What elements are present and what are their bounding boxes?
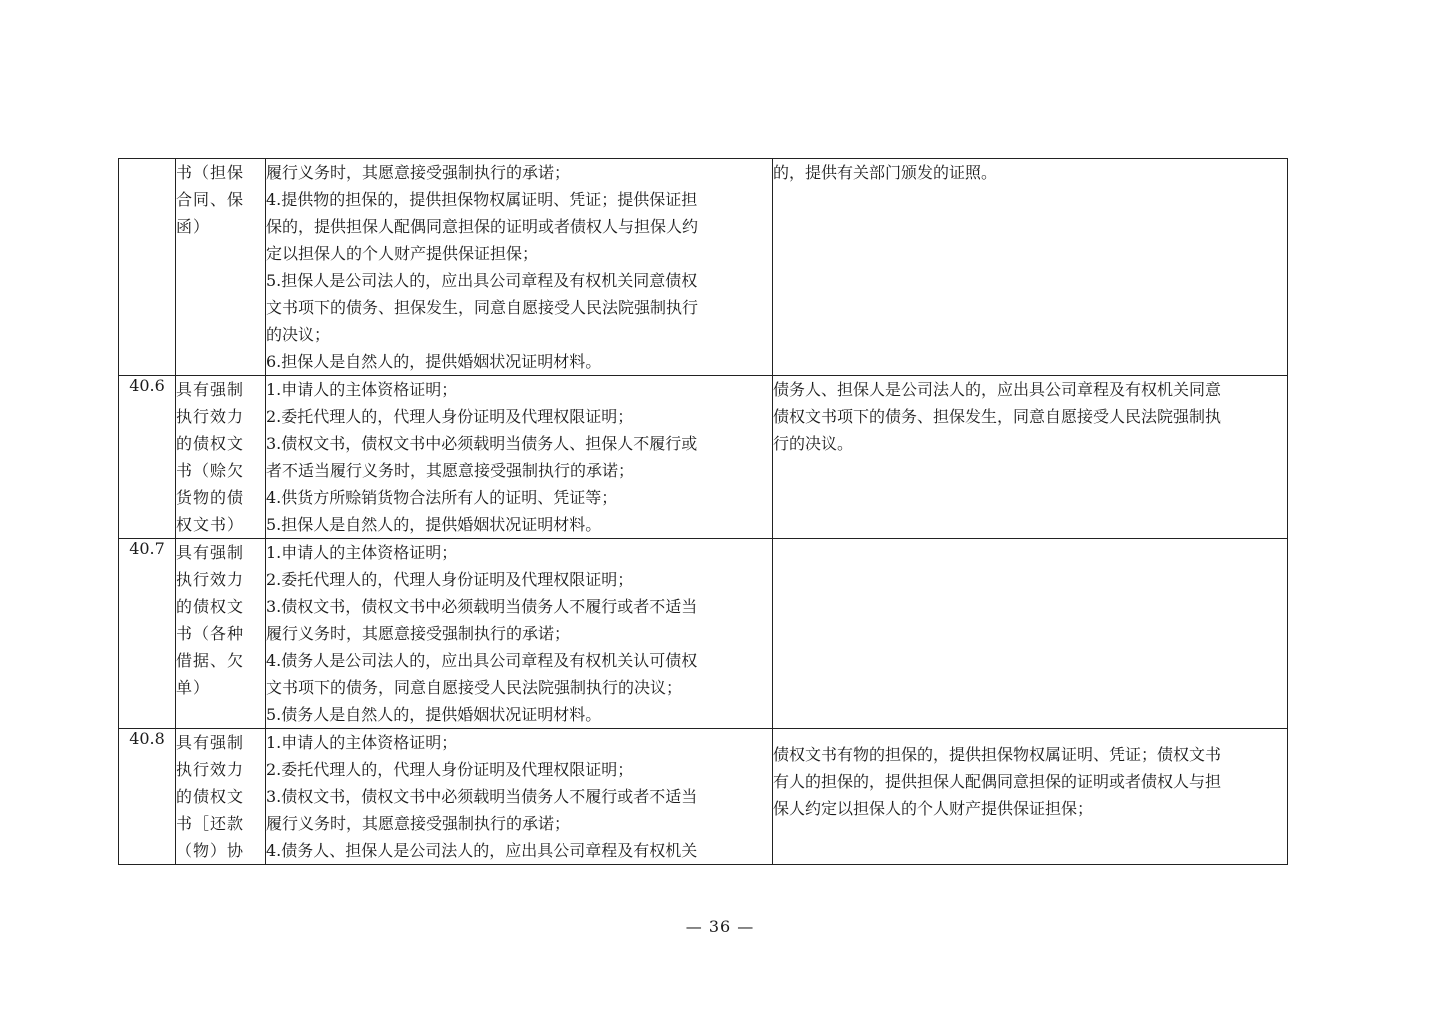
matter-name-line: 执行效力	[176, 570, 245, 589]
matter-name-cell	[176, 729, 266, 865]
matter-name-line: 的债权文	[176, 597, 245, 616]
matter-name-line: 函）	[176, 217, 211, 236]
material-item: 履行义务时，其愿意接受强制执行的承诺；	[266, 814, 571, 833]
table-row	[119, 159, 1288, 376]
matter-name-cell	[176, 376, 266, 539]
material-item: 履行义务时，其愿意接受强制执行的承诺；	[266, 163, 571, 182]
material-item: 1.申请人的主体资格证明；	[266, 380, 458, 399]
material-item: 者不适当履行义务时，其愿意接受强制执行的承诺；	[266, 461, 635, 480]
note-text: 债权文书有物的担保的，提供担保物权属证明、凭证；债权文书	[773, 745, 1222, 764]
note-text: 的，提供有关部门颁发的证照。	[773, 163, 998, 182]
material-item: 5.担保人是自然人的，提供婚姻状况证明材料。	[266, 515, 602, 534]
note-cell	[773, 376, 1288, 539]
row-number-cell	[119, 159, 176, 376]
materials-table	[118, 158, 1288, 865]
matter-name-line: 合同、保	[176, 190, 245, 209]
table-row	[119, 539, 1288, 729]
material-item: 3.债权文书，债权文书中必须载明当债务人、担保人不履行或	[266, 434, 698, 453]
matter-name-line: （物）协	[176, 841, 245, 860]
matter-name-line: 书［还款	[176, 814, 245, 833]
matter-name-line: 书（各种	[176, 624, 245, 643]
table-row	[119, 376, 1288, 539]
matter-name-line: 权文书）	[176, 515, 245, 534]
matter-name-line: 的债权文	[176, 434, 245, 453]
matter-name-line: 货物的债	[176, 488, 245, 507]
materials-cell	[266, 729, 773, 865]
matter-name-line: 书（赊欠	[176, 461, 245, 480]
matter-name-line: 执行效力	[176, 407, 245, 426]
note-text: 行的决议。	[773, 434, 854, 453]
row-number-cell: 40.7	[119, 539, 176, 729]
matter-name-line: 借据、欠	[176, 651, 245, 670]
material-item: 保的，提供担保人配偶同意担保的证明或者债权人与担保人约	[266, 217, 699, 236]
materials-cell	[266, 159, 773, 376]
matter-name-line: 具有强制	[176, 733, 245, 752]
material-item: 5.担保人是公司法人的，应出具公司章程及有权机关同意债权	[266, 271, 698, 290]
material-item: 文书项下的债务、担保发生，同意自愿接受人民法院强制执行	[266, 298, 699, 317]
matter-name-line: 单）	[176, 678, 211, 697]
material-item: 4.债务人是公司法人的，应出具公司章程及有权机关认可债权	[266, 651, 698, 670]
material-item: 2.委托代理人的，代理人身份证明及代理权限证明；	[266, 407, 634, 426]
note-text: 债权文书项下的债务、担保发生，同意自愿接受人民法院强制执	[773, 407, 1222, 426]
material-item: 2.委托代理人的，代理人身份证明及代理权限证明；	[266, 570, 634, 589]
material-item: 1.申请人的主体资格证明；	[266, 543, 458, 562]
material-item: 定以担保人的个人财产提供保证担保；	[266, 244, 539, 263]
materials-cell	[266, 539, 773, 729]
material-item: 1.申请人的主体资格证明；	[266, 733, 458, 752]
materials-cell	[266, 376, 773, 539]
material-item: 6.担保人是自然人的，提供婚姻状况证明材料。	[266, 352, 602, 371]
note-cell	[773, 159, 1288, 376]
material-item: 4.债务人、担保人是公司法人的，应出具公司章程及有权机关	[266, 841, 698, 860]
note-text: 保人约定以担保人的个人财产提供保证担保；	[773, 799, 1094, 818]
page-number: — 36 —	[685, 917, 755, 936]
table-row	[119, 729, 1288, 865]
material-item: 4.提供物的担保的，提供担保物权属证明、凭证；提供保证担	[266, 190, 698, 209]
matter-name-line: 书（担保	[176, 163, 245, 182]
note-text: 有人的担保的，提供担保人配偶同意担保的证明或者债权人与担	[773, 772, 1222, 791]
material-item: 2.委托代理人的，代理人身份证明及代理权限证明；	[266, 760, 634, 779]
material-item: 5.债务人是自然人的，提供婚姻状况证明材料。	[266, 705, 602, 724]
material-item: 3.债权文书，债权文书中必须载明当债务人不履行或者不适当	[266, 787, 698, 806]
material-item: 的决议；	[266, 325, 331, 344]
row-number-cell: 40.6	[119, 376, 176, 539]
note-text: 债务人、担保人是公司法人的，应出具公司章程及有权机关同意	[773, 380, 1222, 399]
matter-name-line: 具有强制	[176, 543, 245, 562]
matter-name-line: 的债权文	[176, 787, 245, 806]
note-cell	[773, 539, 1288, 729]
material-item: 履行义务时，其愿意接受强制执行的承诺；	[266, 624, 571, 643]
note-cell	[773, 729, 1288, 865]
matter-name-cell	[176, 539, 266, 729]
matter-name-line: 具有强制	[176, 380, 245, 399]
material-item: 3.债权文书，债权文书中必须载明当债务人不履行或者不适当	[266, 597, 698, 616]
matter-name-line: 执行效力	[176, 760, 245, 779]
matter-name-cell	[176, 159, 266, 376]
material-item: 4.供货方所赊销货物合法所有人的证明、凭证等；	[266, 488, 618, 507]
row-number-cell: 40.8	[119, 729, 176, 865]
material-item: 文书项下的债务，同意自愿接受人民法院强制执行的决议；	[266, 678, 683, 697]
